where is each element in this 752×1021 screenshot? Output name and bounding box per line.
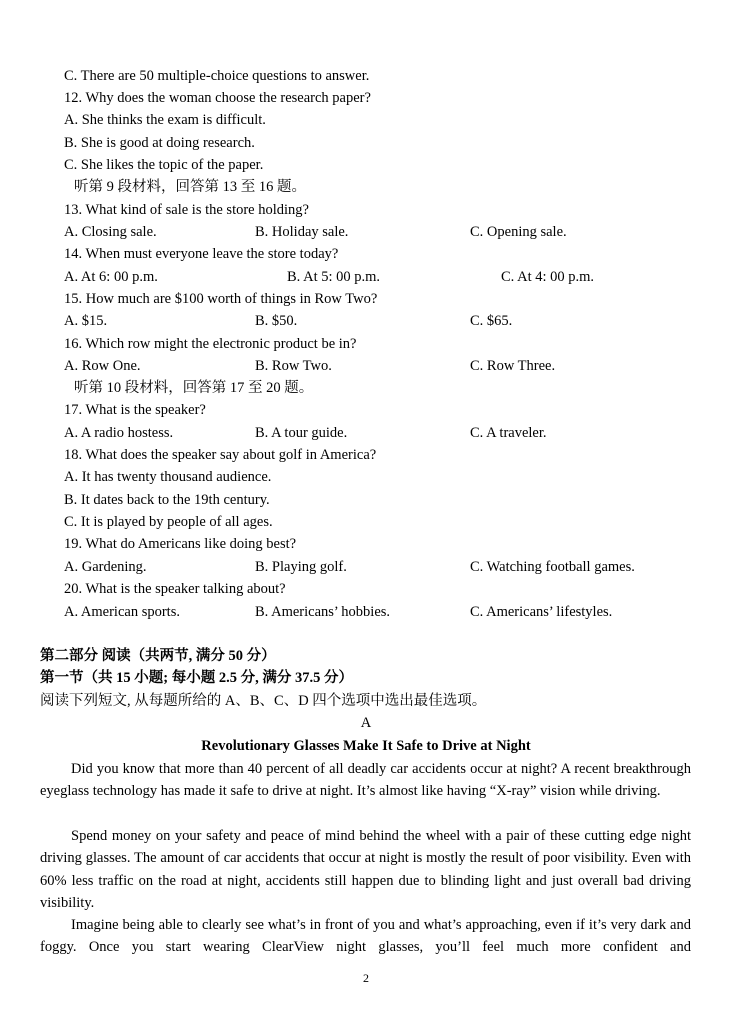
q16-option-b: B. Row Two.	[255, 358, 332, 374]
listening-instruction-10: 听第 10 段材料，回答第 17 至 20 题。	[74, 380, 314, 396]
reading-part-heading: 第二部分 阅读（共两节, 满分 50 分）	[40, 648, 276, 664]
q15-option-a: A. $15.	[64, 313, 108, 329]
passage-paragraph: Spend money on your safety and peace of mind behind the wheel with a pair of these cutting edge night driving glasses. The amount of car accidents that occur at night is mostly the result of poor visibility. Even with 60% less traffic on the road at night, accidents still happen due to blinding light and just overall bad driving visibility.	[40, 828, 691, 912]
q12-option-a: A. She thinks the exam is difficult.	[64, 112, 266, 128]
passage-paragraph: Did you know that more than 40 percent of all deadly car accidents occur at night? A recent breakthrough eyeglass technology has made it safe to drive at night. It’s almost like having “X-ray” vision while driving.	[40, 761, 691, 800]
passage-paragraph: Imagine being able to clearly see what’s in front of you and what’s approaching, even if it’s very dark and foggy. Once you start wearing ClearView night glasses, you’ll feel much more confident and	[40, 917, 691, 956]
q14-option-c: C. At 4: 00 p.m.	[501, 269, 595, 285]
q11-option-c: C. There are 50 multiple-choice questions to answer.	[64, 68, 370, 84]
q20-option-b: B. Americans’ hobbies.	[255, 604, 391, 620]
q17-option-a: A. A radio hostess.	[64, 425, 174, 441]
q13-option-a: A. Closing sale.	[64, 224, 157, 240]
q16-stem: 16. Which row might the electronic product be in?	[64, 336, 357, 352]
listening-instruction-9: 听第 9 段材料，回答第 13 至 16 题。	[74, 179, 306, 195]
q15-stem: 15. How much are $100 worth of things in Row Two?	[64, 291, 378, 307]
q19-option-c: C. Watching football games.	[470, 559, 635, 575]
q18-option-b: B. It dates back to the 19th century.	[64, 492, 270, 508]
passage-title: Revolutionary Glasses Make It Safe to Drive at Night	[201, 738, 531, 754]
q17-stem: 17. What is the speaker?	[64, 402, 206, 418]
q19-stem: 19. What do Americans like doing best?	[64, 536, 297, 552]
q17-option-b: B. A tour guide.	[255, 425, 348, 441]
q17-option-c: C. A traveler.	[470, 425, 547, 441]
q16-option-c: C. Row Three.	[470, 358, 556, 374]
q13-option-c: C. Opening sale.	[470, 224, 567, 240]
q14-option-a: A. At 6: 00 p.m.	[64, 269, 158, 285]
q13-option-b: B. Holiday sale.	[255, 224, 349, 240]
q20-option-a: A. American sports.	[64, 604, 180, 620]
q14-option-b: B. At 5: 00 p.m.	[287, 269, 381, 285]
q20-option-c: C. Americans’ lifestyles.	[470, 604, 613, 620]
q19-option-b: B. Playing golf.	[255, 559, 347, 575]
q12-option-b: B. She is good at doing research.	[64, 135, 255, 151]
page-number: 2	[363, 971, 369, 985]
q14-stem: 14. When must everyone leave the store today?	[64, 246, 339, 262]
q15-option-c: C. $65.	[470, 313, 513, 329]
q19-option-a: A. Gardening.	[64, 559, 147, 575]
reading-directions: 阅读下列短文, 从每题所给的 A、B、C、D 四个选项中选出最佳选项。	[40, 693, 487, 709]
reading-section-heading: 第一节（共 15 小题; 每小题 2.5 分, 满分 37.5 分）	[40, 670, 353, 686]
q18-option-c: C. It is played by people of all ages.	[64, 514, 273, 530]
passage-letter: A	[360, 715, 372, 731]
q18-option-a: A. It has twenty thousand audience.	[64, 469, 272, 485]
q20-stem: 20. What is the speaker talking about?	[64, 581, 286, 597]
q12-option-c: C. She likes the topic of the paper.	[64, 157, 264, 173]
q12-stem: 12. Why does the woman choose the research paper?	[64, 90, 371, 106]
q15-option-b: B. $50.	[255, 313, 298, 329]
q18-stem: 18. What does the speaker say about golf in America?	[64, 447, 377, 463]
q16-option-a: A. Row One.	[64, 358, 141, 374]
q13-stem: 13. What kind of sale is the store holding?	[64, 202, 309, 218]
